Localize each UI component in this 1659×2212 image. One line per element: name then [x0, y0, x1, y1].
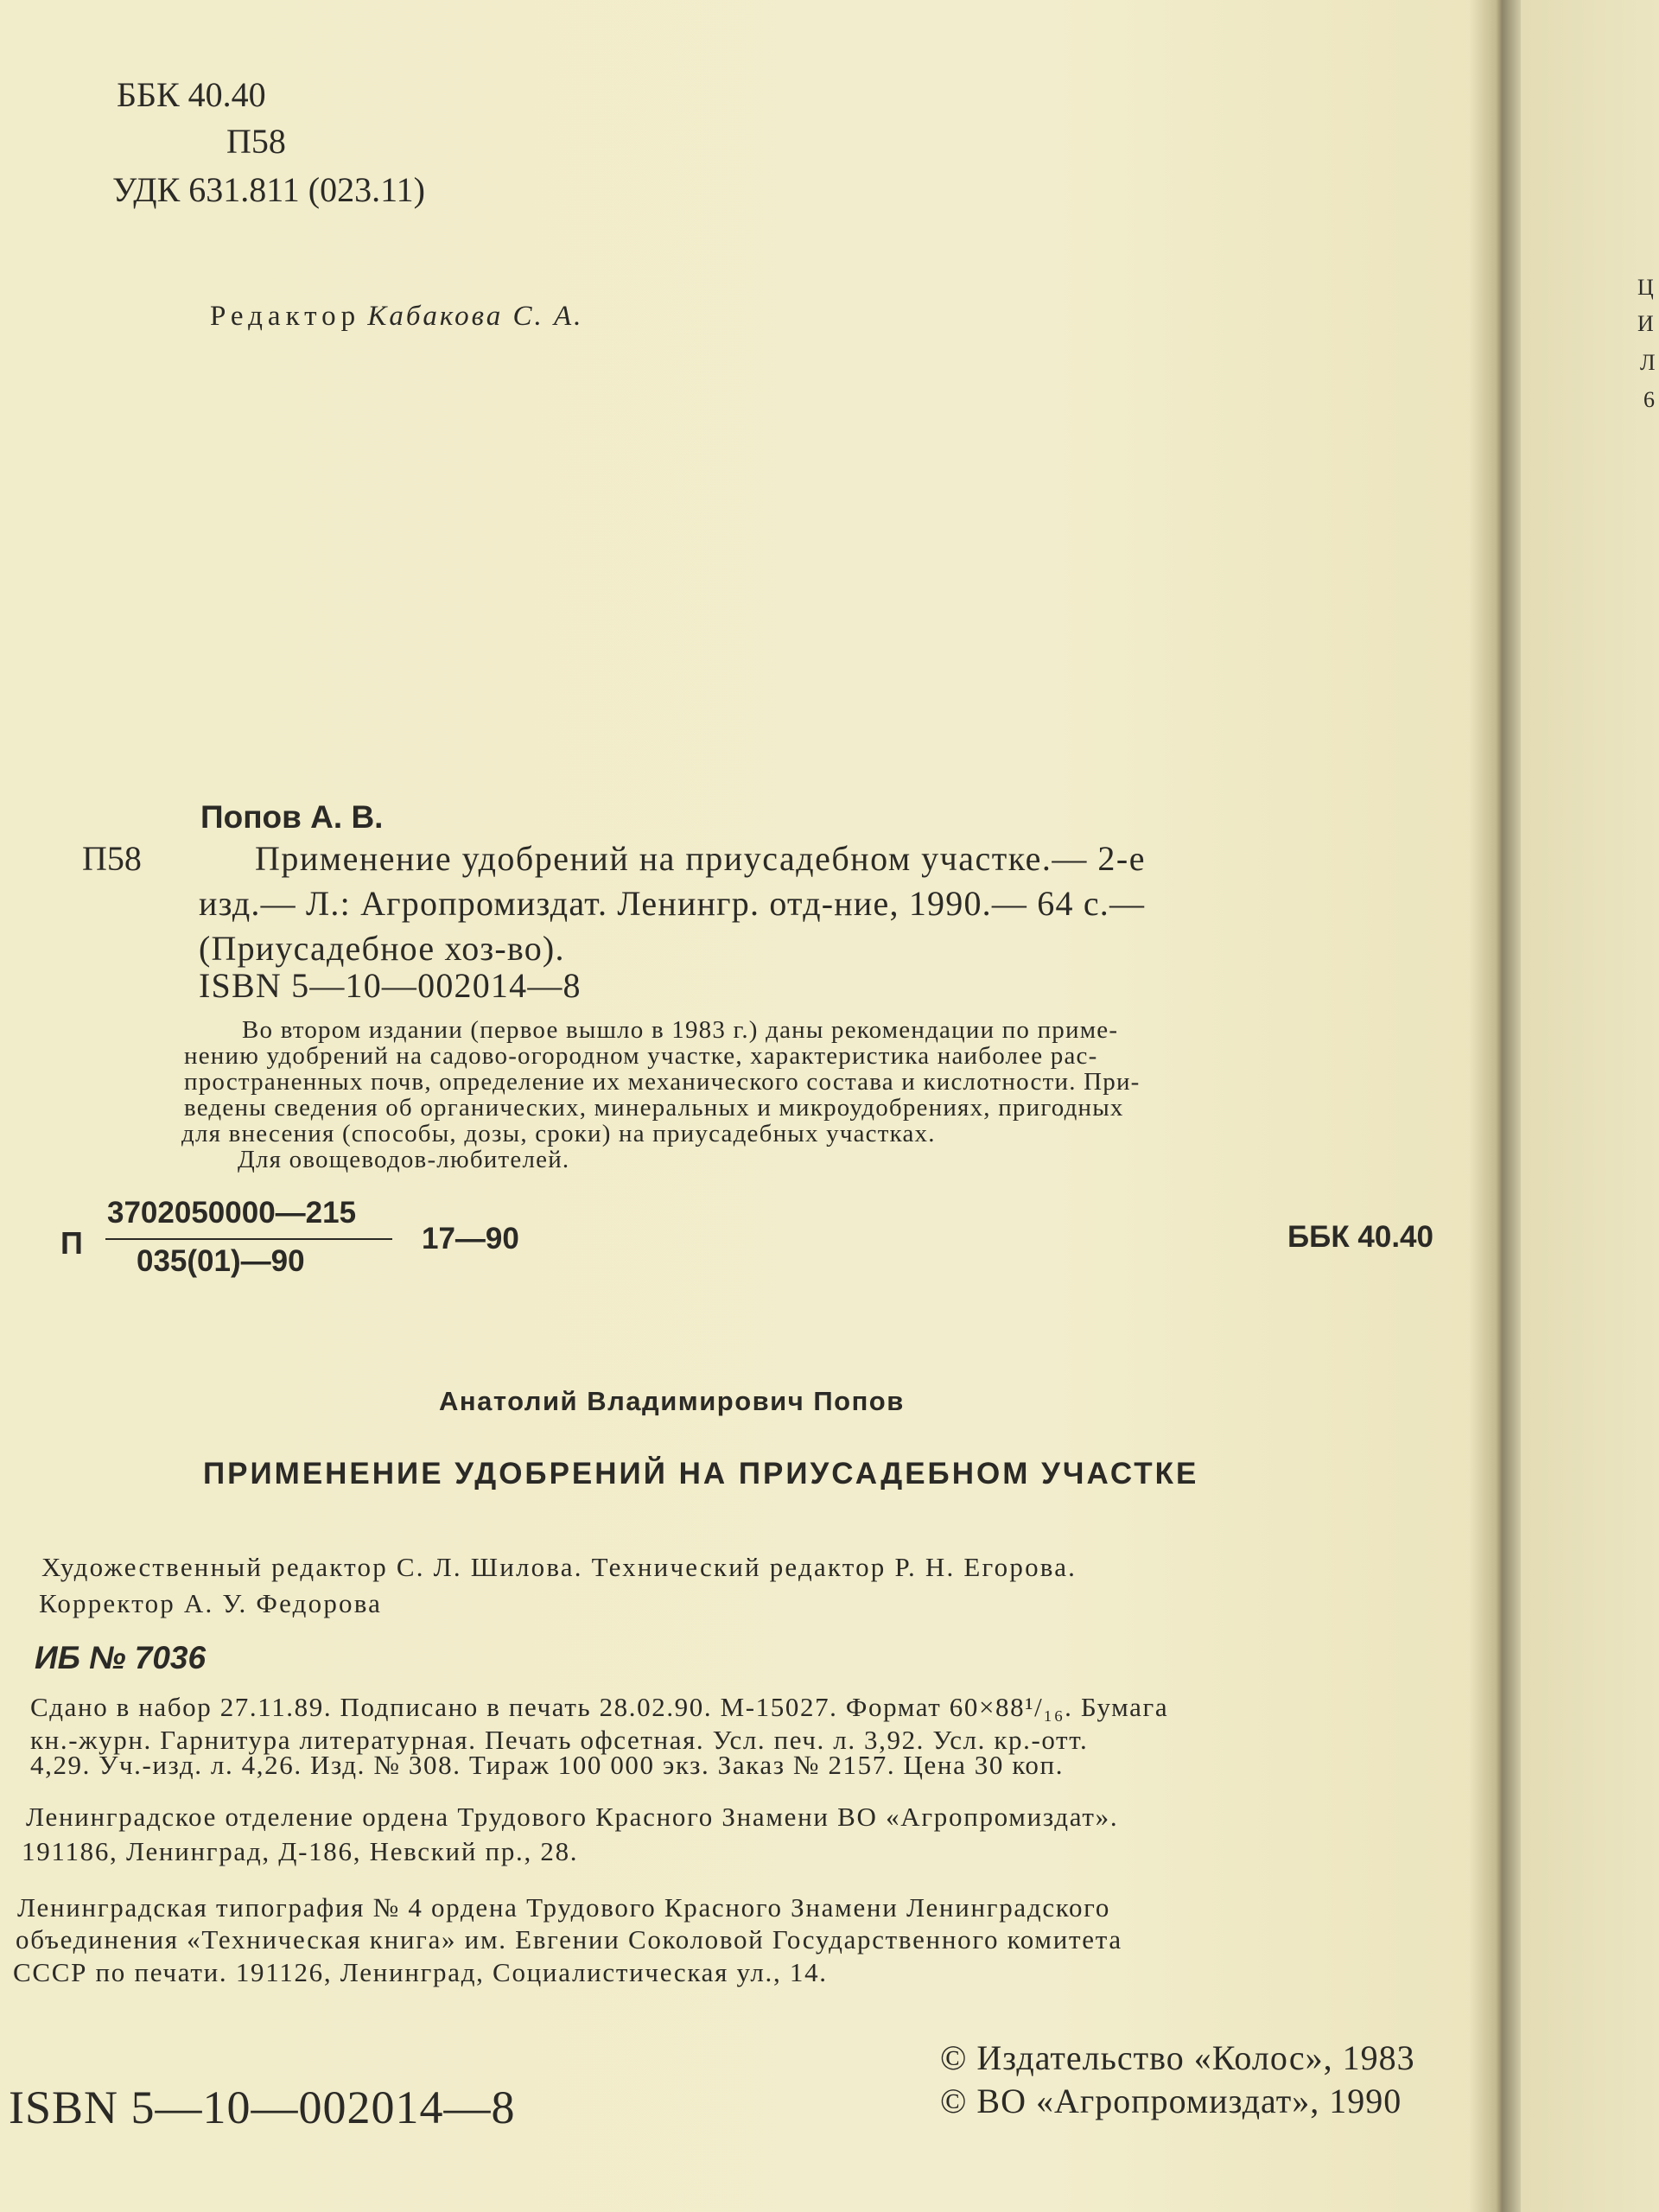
abstract-line: для внесения (способы, дозы, сроки) на приусадебных участках. — [181, 1120, 936, 1147]
abstract-line: Для овощеводов-любителей. — [238, 1146, 570, 1173]
editor-line — [210, 301, 583, 333]
index-letter: П — [60, 1225, 83, 1261]
catalog-isbn: ISBN 5—10—002014—8 — [199, 966, 582, 1005]
abstract-line: ведены сведения об органических, минеральных и микроудобрениях, пригодных — [184, 1094, 1124, 1122]
imprint-title: ПРИМЕНЕНИЕ УДОБРЕНИЙ НА ПРИУСАДЕБНОМ УЧАСТКЕ — [203, 1457, 1199, 1491]
copyright-kolos: © Издательство «Колос», 1983 — [940, 2038, 1415, 2077]
next-page-edge — [1521, 0, 1659, 2212]
catalog-bbk: ББК 40.40 — [1287, 1220, 1433, 1254]
catalog-code: П58 — [82, 839, 142, 878]
print-line: кн.-журн. Гарнитура литературная. Печать офсетная. Усл. печ. л. 3,92. Усл. кр.-отт. — [30, 1725, 1089, 1755]
footer-isbn: ISBN 5—10—002014—8 — [9, 2082, 516, 2133]
editor-label: Редактор — [210, 301, 361, 332]
catalog-title-line: Применение удобрений на приусадебном участке.— 2-е — [255, 839, 1146, 878]
next-page-fragment: 6 — [1643, 387, 1655, 412]
index-numerator: 3702050000—215 — [107, 1196, 357, 1230]
print-line: 4,29. Уч.-изд. л. 4,26. Изд. № 308. Тираж 100 000 экз. Заказ № 2157. Цена 30 коп. — [30, 1750, 1065, 1780]
copyright-agroprom: © ВО «Агропромиздат», 1990 — [940, 2082, 1402, 2120]
index-denominator: 035(01)—90 — [137, 1244, 305, 1278]
udk-code: УДК 631.811 (023.11) — [112, 170, 425, 209]
book-code: П58 — [226, 122, 286, 161]
staff-line: Художественный редактор С. Л. Шилова. Технический редактор Р. Н. Егорова. — [41, 1552, 1077, 1582]
staff-line: Корректор А. У. Федорова — [39, 1588, 383, 1618]
catalog-series-line: (Приусадебное хоз-во). — [199, 929, 565, 968]
imprint-author: Анатолий Владимирович Попов — [439, 1386, 905, 1416]
catalog-pub-line: изд.— Л.: Агропромиздат. Ленингр. отд-ние, 1990.— 64 с.— — [199, 884, 1146, 923]
ib-number: ИБ № 7036 — [35, 1640, 207, 1675]
printer-line: СССР по печати. 191126, Ленинград, Социалистическая ул., 14. — [13, 1957, 828, 1987]
publisher-line: 191186, Ленинград, Д-186, Невский пр., 28. — [22, 1836, 579, 1866]
fraction-bar — [105, 1238, 392, 1240]
abstract-line: Во втором издании (первое вышло в 1983 г.) даны рекомендации по приме- — [242, 1016, 1119, 1044]
printer-line: объединения «Техническая книга» им. Евгении Соколовой Государственного комитета — [16, 1924, 1122, 1955]
printer-line: Ленинградская типография № 4 ордена Трудового Красного Знамени Ленинградского — [17, 1892, 1111, 1923]
next-page-fragment: И — [1637, 311, 1654, 336]
next-page-fragment: Л — [1640, 350, 1656, 375]
abstract-line: нению удобрений на садово-огородном участке, характеристика наиболее рас- — [184, 1042, 1098, 1070]
index-suffix: 17—90 — [422, 1222, 519, 1255]
publisher-line: Ленинградское отделение ордена Трудового Красного Знамени ВО «Агропромиздат». — [26, 1802, 1119, 1832]
editor-name: Кабакова С. А. — [367, 301, 584, 332]
next-page-fragment: Ц — [1637, 275, 1654, 300]
catalog-author: Попов А. В. — [200, 799, 384, 835]
abstract-line: пространенных почв, определение их механического состава и кислотности. При- — [184, 1068, 1141, 1096]
print-line: Сдано в набор 27.11.89. Подписано в печать 28.02.90. М-15027. Формат 60×88¹/₁₆. Бумага — [30, 1692, 1169, 1722]
bbk-code: ББК 40.40 — [117, 75, 266, 114]
